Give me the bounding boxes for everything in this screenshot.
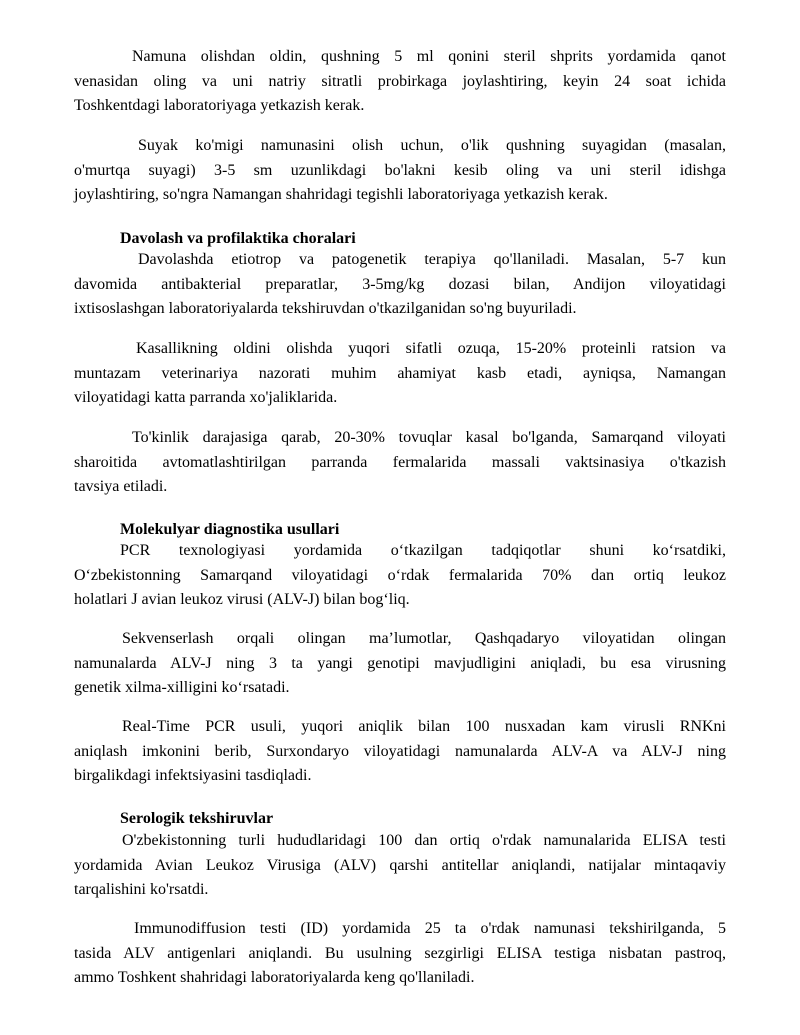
text-line: Suyak ko'migi namunasini olish uchun, o'lik qushning suyagidan (masalan, bbox=[138, 137, 726, 154]
text-line: davomida antibakterial preparatlar, 3-5mg/kg dozasi bilan, Andijon viloyatidagi bbox=[74, 275, 726, 293]
text-line: birgalikdagi infektsiyasini tasdiqladi. bbox=[74, 767, 312, 784]
paragraph-treatment bbox=[74, 248, 726, 322]
text-line: Kasallikning oldini olishda yuqori sifatli ozuqa, 15-20% proteinli ratsion va bbox=[136, 340, 726, 357]
text-line: muntazam veterinariya nazorati muhim ahamiyat kasb etadi, ayniqsa, Namangan bbox=[74, 364, 726, 382]
text-line: yordamida Avian Leukoz Virusiga (ALV) qarshi antitellar aniqlandi, natijalar mintaqaviy bbox=[74, 856, 726, 874]
text-line: Namuna olishdan oldin, qushning 5 ml qonini steril shprits yordamida qanot bbox=[132, 48, 726, 65]
paragraph-immunodiffusion bbox=[74, 917, 726, 991]
text-line: aniqlash imkonini berib, Surxondaryo viloyatidagi namunalarda ALV-A va ALV-J ning bbox=[74, 742, 726, 760]
text-line: genetik xilma-xilligini ko‘rsatadi. bbox=[74, 679, 290, 696]
text-line: Sekvenserlash orqali olingan ma’lumotlar, Qashqadaryo viloyatidan olingan bbox=[122, 630, 726, 647]
text-line: ixtisoslashgan laboratoriyalarda tekshiruvdan o'tkazilganidan so'ng buyuriladi. bbox=[74, 300, 577, 317]
paragraph-vaccination bbox=[74, 426, 726, 500]
text-line: joylashtiring, so'ngra Namangan shahridagi tegishli laboratoriyaga yetkazish kerak. bbox=[74, 186, 608, 203]
text-line: sharoitida avtomatlashtirilgan parranda fermalarida massali vaktsinasiya o'tkazish bbox=[74, 453, 726, 471]
text-line: O‘zbekistonning Samarqand viloyatidagi o‘rdak fermalarida 70% dan ortiq leukoz bbox=[74, 566, 726, 584]
text-line: venasidan oling va uni natriy sitratli probirkaga joylashtiring, keyin 24 soat ichida bbox=[74, 72, 726, 90]
text-line: tavsiya etiladi. bbox=[74, 478, 168, 495]
text-line: Davolashda etiotrop va patogenetik terapiya qo'llaniladi. Masalan, 5-7 kun bbox=[138, 251, 726, 268]
text-line: O'zbekistonning turli hududlaridagi 100 dan ortiq o'rdak namunalarida ELISA testi bbox=[122, 832, 726, 849]
text-line: Immunodiffusion testi (ID) yordamida 25 ta o'rdak namunasi tekshirilganda, 5 bbox=[134, 920, 726, 937]
text-line: namunalarda ALV-J ning 3 ta yangi genotipi mavjudligini aniqladi, bu esa virusning bbox=[74, 654, 726, 672]
paragraph-realtime-pcr bbox=[74, 715, 726, 789]
paragraph-elisa bbox=[74, 829, 726, 903]
paragraph-prevention bbox=[74, 337, 726, 411]
text-line: holatlari J avian leukoz virusi (ALV-J) bilan bog‘liq. bbox=[74, 591, 410, 608]
section-heading: Molekulyar diagnostika usullari bbox=[120, 521, 340, 538]
paragraph-pcr bbox=[74, 539, 726, 613]
paragraph-sample-blood bbox=[74, 45, 726, 119]
text-line: o'murtqa suyagi) 3-5 sm uzunlikdagi bo'lakni kesib oling va uni steril idishga bbox=[74, 161, 726, 179]
text-line: To'kinlik darajasiga qarab, 20-30% tovuqlar kasal bo'lganda, Samarqand viloyati bbox=[132, 429, 726, 446]
text-line: viloyatidagi katta parranda xo'jaliklarida. bbox=[74, 389, 338, 406]
section-heading: Davolash va profilaktika choralari bbox=[120, 230, 356, 247]
text-line: tasida ALV antigenlari aniqlandi. Bu usulning sezgirligi ELISA testiga nisbatan pastroq, bbox=[74, 944, 726, 962]
text-line: Real-Time PCR usuli, yuqori aniqlik bilan 100 nusxadan kam virusli RNKni bbox=[122, 718, 726, 735]
text-line: Toshkentdagi laboratoriyaga yetkazish kerak. bbox=[74, 97, 365, 114]
text-line: PCR texnologiyasi yordamida o‘tkazilgan tadqiqotlar shuni ko‘rsatdiki, bbox=[120, 542, 726, 559]
section-heading: Serologik tekshiruvlar bbox=[120, 810, 274, 827]
paragraph-bone-marrow bbox=[74, 134, 726, 208]
text-line: ammo Toshkent shahridagi laboratoriyalarda keng qo'llaniladi. bbox=[74, 969, 475, 986]
paragraph-sequencing bbox=[74, 627, 726, 701]
text-line: tarqalishini ko'rsatdi. bbox=[74, 881, 209, 898]
